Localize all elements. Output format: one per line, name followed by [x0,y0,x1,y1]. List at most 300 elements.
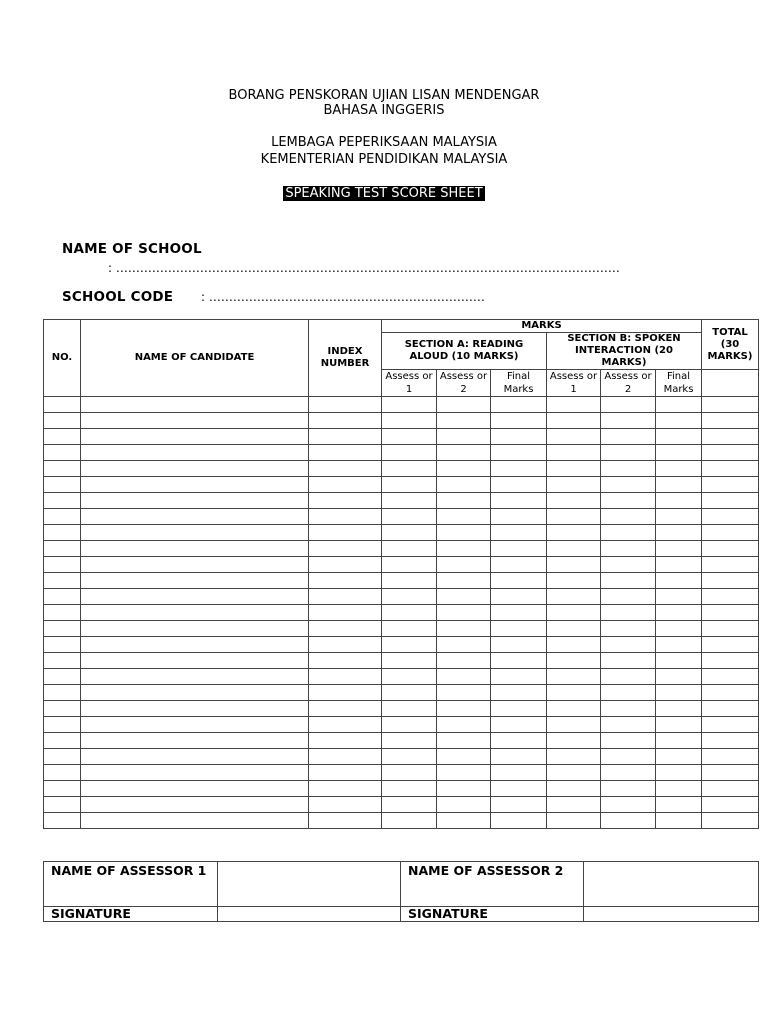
table-cell[interactable] [437,685,491,701]
table-cell[interactable] [702,749,759,765]
table-cell[interactable] [437,413,491,429]
table-cell[interactable] [81,445,309,461]
table-cell[interactable] [437,573,491,589]
table-cell[interactable] [382,605,437,621]
table-cell[interactable] [382,541,437,557]
table-cell[interactable] [547,717,601,733]
table-cell[interactable] [656,413,702,429]
table-cell[interactable] [491,397,547,413]
table-cell[interactable] [309,493,382,509]
table-cell[interactable] [547,781,601,797]
header-line-1: BORANG PENSKORAN UJIAN LISAN MENDENGAR [228,88,540,103]
table-cell[interactable] [656,541,702,557]
table-cell[interactable] [437,429,491,445]
table-cell[interactable] [437,461,491,477]
table-cell[interactable] [656,749,702,765]
table-cell[interactable] [44,461,81,477]
table-cell[interactable] [382,525,437,541]
table-cell[interactable] [437,717,491,733]
table-cell[interactable] [309,701,382,717]
table-cell[interactable] [44,653,81,669]
table-cell[interactable] [81,653,309,669]
table-cell[interactable] [437,621,491,637]
table-cell[interactable] [656,669,702,685]
table-cell[interactable] [81,477,309,493]
table-cell[interactable] [382,493,437,509]
score-table [43,319,759,829]
table-cell[interactable] [656,605,702,621]
table-cell[interactable] [81,429,309,445]
table-cell[interactable] [81,637,309,653]
table-cell[interactable] [44,781,81,797]
table-cell[interactable] [491,701,547,717]
table-cell[interactable] [547,573,601,589]
table-cell[interactable] [491,573,547,589]
table-row [44,589,759,605]
section-b-header: SECTION B: SPOKEN INTERACTION (20 MARKS) [547,333,702,370]
table-cell[interactable] [702,605,759,621]
table-cell[interactable] [547,813,601,829]
table-cell[interactable] [702,413,759,429]
table-cell[interactable] [702,429,759,445]
table-cell[interactable] [547,493,601,509]
table-cell[interactable] [81,413,309,429]
table-cell[interactable] [491,493,547,509]
table-cell[interactable] [656,797,702,813]
table-cell[interactable] [44,621,81,637]
table-cell[interactable] [656,557,702,573]
table-row [44,717,759,733]
table-cell[interactable] [44,445,81,461]
signature-1-field[interactable] [218,907,401,922]
table-cell[interactable] [601,621,656,637]
table-cell[interactable] [81,589,309,605]
table-cell[interactable] [491,781,547,797]
table-cell[interactable] [382,621,437,637]
table-row [44,477,759,493]
table-row [44,525,759,541]
table-cell[interactable] [81,541,309,557]
table-cell[interactable] [601,461,656,477]
table-row [44,637,759,653]
table-cell[interactable] [656,573,702,589]
table-cell[interactable] [491,621,547,637]
table-cell[interactable] [656,429,702,445]
table-cell[interactable] [656,685,702,701]
table-cell[interactable] [44,701,81,717]
sheet-title: SPEAKING TEST SCORE SHEET [285,186,483,201]
table-cell[interactable] [382,685,437,701]
table-cell[interactable] [601,717,656,733]
table-cell[interactable] [382,781,437,797]
table-cell[interactable] [81,685,309,701]
table-cell[interactable] [437,653,491,669]
table-cell[interactable] [547,685,601,701]
table-cell[interactable] [702,445,759,461]
table-cell[interactable] [547,509,601,525]
table-cell[interactable] [44,557,81,573]
table-row [44,653,759,669]
table-cell[interactable] [437,669,491,685]
table-cell[interactable] [44,589,81,605]
table-cell[interactable] [702,653,759,669]
table-cell[interactable] [309,637,382,653]
table-cell[interactable] [437,781,491,797]
table-cell[interactable] [309,541,382,557]
table-cell[interactable] [437,797,491,813]
table-cell[interactable] [702,685,759,701]
table-cell[interactable] [44,685,81,701]
table-cell[interactable] [491,589,547,605]
col-no-header: NO. [44,320,81,397]
table-cell[interactable] [601,637,656,653]
table-cell[interactable] [656,445,702,461]
table-cell[interactable] [656,765,702,781]
table-cell[interactable] [601,589,656,605]
table-cell[interactable] [601,557,656,573]
table-cell[interactable] [382,509,437,525]
table-cell[interactable] [656,461,702,477]
table-cell[interactable] [437,509,491,525]
table-cell[interactable] [81,605,309,621]
table-cell[interactable] [437,445,491,461]
table-cell[interactable] [309,413,382,429]
table-cell[interactable] [309,445,382,461]
table-cell[interactable] [491,653,547,669]
table-cell[interactable] [656,621,702,637]
signature-2-field[interactable] [584,907,759,922]
table-cell[interactable] [702,637,759,653]
table-cell[interactable] [656,509,702,525]
table-cell[interactable] [44,765,81,781]
table-cell[interactable] [491,605,547,621]
table-cell[interactable] [382,573,437,589]
table-cell[interactable] [309,477,382,493]
table-cell[interactable] [601,445,656,461]
table-cell[interactable] [437,525,491,541]
issuer-block [0,134,768,168]
table-cell[interactable] [437,557,491,573]
table-cell[interactable] [601,749,656,765]
table-cell[interactable] [702,493,759,509]
assessor-2-name-field[interactable] [584,862,759,907]
table-cell[interactable] [491,509,547,525]
table-cell[interactable] [81,797,309,813]
table-cell[interactable] [547,701,601,717]
table-cell[interactable] [382,749,437,765]
table-cell[interactable] [656,733,702,749]
table-cell[interactable] [491,797,547,813]
table-cell[interactable] [309,509,382,525]
table-cell[interactable] [81,509,309,525]
table-cell[interactable] [382,397,437,413]
table-cell[interactable] [491,637,547,653]
table-cell[interactable] [309,461,382,477]
table-cell[interactable] [382,765,437,781]
table-cell[interactable] [547,669,601,685]
table-cell[interactable] [547,461,601,477]
table-cell[interactable] [382,637,437,653]
table-cell[interactable] [491,525,547,541]
table-cell[interactable] [601,493,656,509]
table-cell[interactable] [547,653,601,669]
table-cell[interactable] [309,797,382,813]
table-cell[interactable] [491,765,547,781]
table-row [44,557,759,573]
table-cell[interactable] [702,461,759,477]
table-cell[interactable] [309,717,382,733]
table-cell[interactable] [491,685,547,701]
table-cell[interactable] [702,557,759,573]
total-header: TOTAL (30 MARKS) [702,320,759,370]
table-cell[interactable] [309,621,382,637]
table-cell[interactable] [382,477,437,493]
table-cell[interactable] [309,781,382,797]
table-cell[interactable] [382,733,437,749]
table-cell[interactable] [491,717,547,733]
table-cell[interactable] [547,541,601,557]
table-cell[interactable] [44,397,81,413]
table-cell[interactable] [81,781,309,797]
table-cell[interactable] [437,749,491,765]
table-cell[interactable] [702,541,759,557]
table-cell[interactable] [491,429,547,445]
table-cell[interactable] [547,413,601,429]
table-cell[interactable] [81,461,309,477]
table-cell[interactable] [382,557,437,573]
table-cell[interactable] [309,573,382,589]
table-cell[interactable] [309,813,382,829]
table-cell[interactable] [547,589,601,605]
table-cell[interactable] [437,733,491,749]
table-cell[interactable] [44,573,81,589]
table-cell[interactable] [81,733,309,749]
table-cell[interactable] [81,573,309,589]
table-cell[interactable] [601,397,656,413]
table-cell[interactable] [601,733,656,749]
table-cell[interactable] [547,445,601,461]
table-cell[interactable] [81,669,309,685]
table-cell[interactable] [547,765,601,781]
table-cell[interactable] [547,429,601,445]
table-cell[interactable] [702,765,759,781]
table-cell[interactable] [601,669,656,685]
table-cell[interactable] [601,653,656,669]
table-cell[interactable] [702,733,759,749]
table-cell[interactable] [601,765,656,781]
table-cell[interactable] [382,669,437,685]
table-cell[interactable] [656,813,702,829]
table-row [44,685,759,701]
table-cell[interactable] [309,685,382,701]
table-row [44,461,759,477]
table-cell[interactable] [44,717,81,733]
table-cell[interactable] [44,637,81,653]
table-cell[interactable] [309,749,382,765]
title-wrap [0,182,768,201]
table-cell[interactable] [547,525,601,541]
table-cell[interactable] [601,701,656,717]
table-cell[interactable] [491,733,547,749]
table-cell[interactable] [309,653,382,669]
table-cell[interactable] [81,749,309,765]
table-cell[interactable] [547,637,601,653]
table-cell[interactable] [81,621,309,637]
table-cell[interactable] [547,605,601,621]
table-cell[interactable] [601,509,656,525]
table-cell[interactable] [437,397,491,413]
table-cell[interactable] [547,477,601,493]
table-cell[interactable] [702,621,759,637]
table-cell[interactable] [81,765,309,781]
table-cell[interactable] [44,605,81,621]
table-cell[interactable] [702,701,759,717]
table-cell[interactable] [44,541,81,557]
table-cell[interactable] [601,413,656,429]
school-name-field[interactable]: : ……………………………………………………………………………………………………………… [108,261,620,275]
table-cell[interactable] [437,813,491,829]
table-cell[interactable] [382,429,437,445]
table-cell[interactable] [491,541,547,557]
table-cell[interactable] [547,621,601,637]
table-cell[interactable] [656,653,702,669]
table-cell[interactable] [309,429,382,445]
school-code-field[interactable]: : …………………………………………………………… [201,290,485,304]
table-cell[interactable] [656,701,702,717]
table-cell[interactable] [81,525,309,541]
table-cell[interactable] [309,669,382,685]
table-cell[interactable] [382,461,437,477]
table-cell[interactable] [81,493,309,509]
table-cell[interactable] [44,509,81,525]
table-row [44,701,759,717]
table-row [44,605,759,621]
table-cell[interactable] [702,589,759,605]
table-cell[interactable] [702,717,759,733]
table-cell[interactable] [702,397,759,413]
table-cell[interactable] [491,445,547,461]
table-cell[interactable] [702,813,759,829]
table-cell[interactable] [601,429,656,445]
table-cell[interactable] [491,461,547,477]
table-cell[interactable] [437,765,491,781]
table-cell[interactable] [309,397,382,413]
table-cell[interactable] [382,653,437,669]
table-cell[interactable] [44,493,81,509]
table-cell[interactable] [702,477,759,493]
table-cell[interactable] [44,733,81,749]
table-cell[interactable] [382,717,437,733]
table-cell[interactable] [601,477,656,493]
table-cell[interactable] [81,701,309,717]
table-cell[interactable] [702,669,759,685]
table-cell[interactable] [437,493,491,509]
table-cell[interactable] [547,797,601,813]
table-cell[interactable] [601,685,656,701]
table-cell[interactable] [656,589,702,605]
table-cell[interactable] [491,813,547,829]
table-cell[interactable] [601,605,656,621]
table-cell[interactable] [547,749,601,765]
table-cell[interactable] [491,749,547,765]
table-cell[interactable] [437,701,491,717]
table-cell[interactable] [437,589,491,605]
table-cell[interactable] [44,429,81,445]
table-cell[interactable] [491,413,547,429]
col-index-header: INDEX NUMBER [309,320,382,397]
table-cell[interactable] [702,797,759,813]
table-cell[interactable] [702,525,759,541]
table-cell[interactable] [44,525,81,541]
table-cell[interactable] [437,541,491,557]
table-cell[interactable] [491,477,547,493]
table-cell[interactable] [309,765,382,781]
table-cell[interactable] [44,669,81,685]
table-cell[interactable] [656,637,702,653]
table-cell[interactable] [656,477,702,493]
table-cell[interactable] [656,397,702,413]
table-cell[interactable] [491,557,547,573]
table-cell[interactable] [382,589,437,605]
table-cell[interactable] [309,733,382,749]
table-cell[interactable] [702,509,759,525]
table-row [44,493,759,509]
table-cell[interactable] [547,397,601,413]
table-cell[interactable] [601,813,656,829]
table-row [44,765,759,781]
table-cell[interactable] [656,717,702,733]
table-cell[interactable] [382,701,437,717]
table-cell[interactable] [44,813,81,829]
table-cell[interactable] [81,717,309,733]
table-cell[interactable] [382,445,437,461]
table-cell[interactable] [656,493,702,509]
assessor-1-name-field[interactable] [218,862,401,907]
table-cell[interactable] [44,477,81,493]
table-cell[interactable] [601,573,656,589]
table-cell[interactable] [547,733,601,749]
table-cell[interactable] [44,413,81,429]
table-cell[interactable] [44,749,81,765]
table-cell[interactable] [601,525,656,541]
table-cell[interactable] [309,557,382,573]
table-cell[interactable] [601,781,656,797]
table-cell[interactable] [437,637,491,653]
table-cell[interactable] [309,589,382,605]
table-cell[interactable] [702,781,759,797]
table-cell[interactable] [309,525,382,541]
table-cell[interactable] [382,797,437,813]
table-cell[interactable] [656,781,702,797]
table-cell[interactable] [44,797,81,813]
table-cell[interactable] [81,813,309,829]
table-cell[interactable] [601,797,656,813]
table-row [44,429,759,445]
table-cell[interactable] [702,573,759,589]
table-cell[interactable] [382,413,437,429]
table-cell[interactable] [491,669,547,685]
table-cell[interactable] [309,605,382,621]
table-cell[interactable] [382,813,437,829]
table-cell[interactable] [81,557,309,573]
table-cell[interactable] [601,541,656,557]
table-cell[interactable] [656,525,702,541]
table-cell[interactable] [81,397,309,413]
table-cell[interactable] [437,605,491,621]
table-cell[interactable] [437,477,491,493]
b-assessor-1-header: Assess or 1 [547,370,601,397]
table-cell[interactable] [547,557,601,573]
